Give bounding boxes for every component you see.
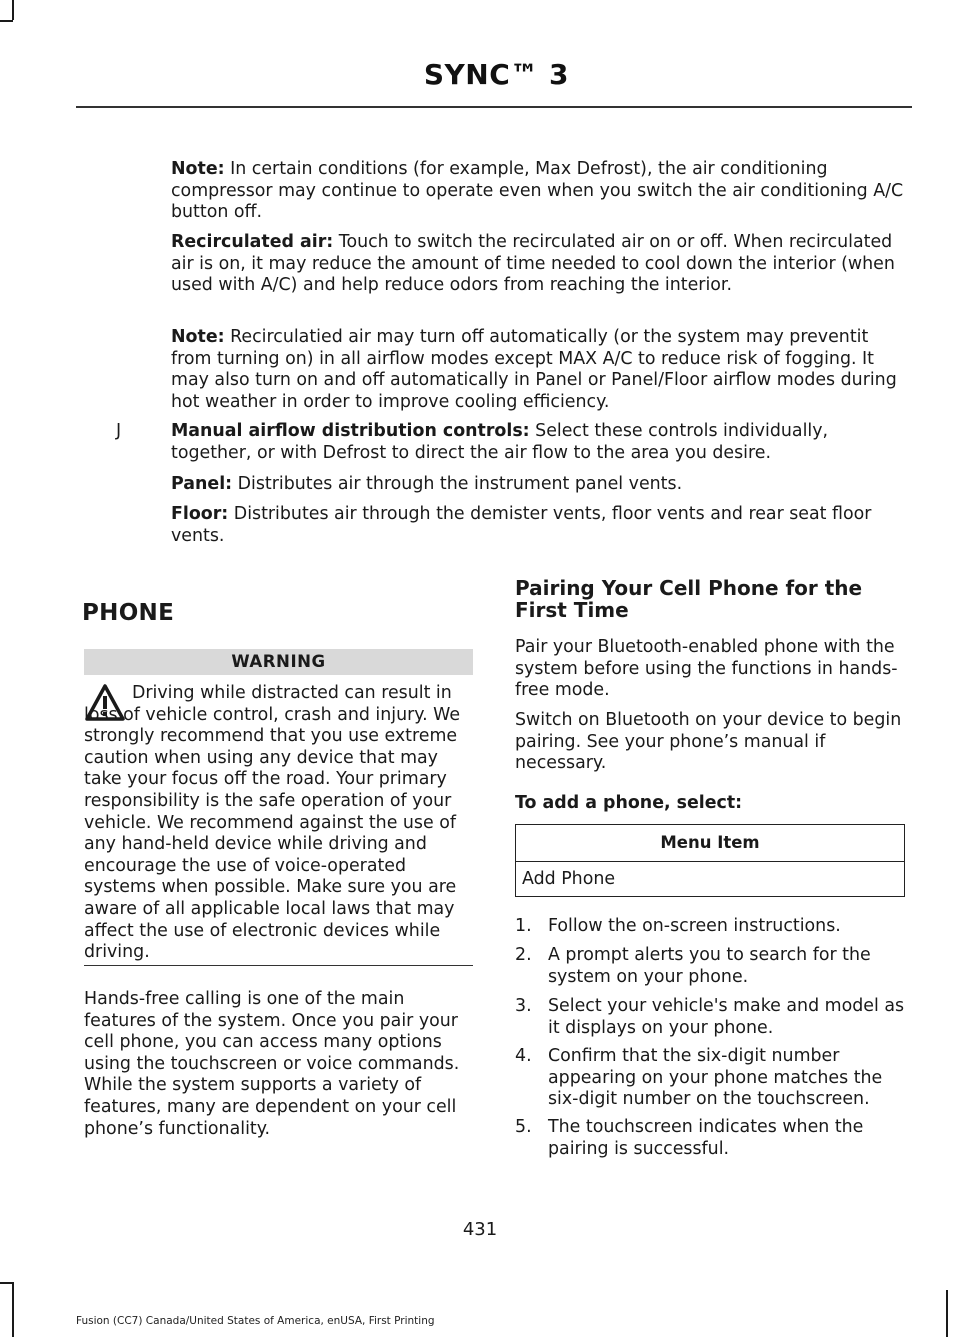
step-number: 3. [515,996,532,1016]
step-number: 1. [515,916,532,936]
recirculated-air-label: Recirculated air: [171,232,334,252]
step-text: Confirm that the six-digit number appearing on your phone matches the six-digit number on the touchscreen. [548,1046,883,1110]
panel-text: Distributes air through the instrument panel vents. [232,474,683,494]
page-title: SYNC™ 3 [423,58,569,91]
warning-text: Driving while distracted can result in loss of vehicle control, crash and injury. We strongly recommend that you use extreme caution when using any device that may take your focus off the road. Your primary responsibility is the safe operation of your vehicle. We recommend against the use of any hand-held device while driving and encourage the use of voice-operated systems when possible. Make sure you are aware of all applicable local laws that may affect the use of electronic devices while driving. [84,683,461,963]
menu-table-header: Menu Item [516,825,904,862]
crop-mark [12,0,14,20]
note-text: Recirculatied air may turn off automatically (or the system may preventit from turning on) in all airflow modes except MAX A/C to reduce risk of fogging. It may also turn on and off automatically in Panel or Panel/Floor airflow modes during hot weather in order to improve cooling efficiency. [171,327,897,412]
manual-airflow-paragraph [171,421,906,464]
crop-mark [12,1282,14,1337]
phone-intro: Hands-free calling is one of the main features of the system. Once you pair your cell phone, you can access many options using the touchscreen or voice commands. While the system supports a variety of features, many are dependent on your cell phone’s functionality. [84,989,460,1139]
recirculated-air-paragraph [171,232,906,297]
item-letter: J [116,421,122,441]
crop-mark [946,1290,948,1337]
footer-text: Fusion (CC7) Canada/United States of America, enUSA, First Printing [76,1315,435,1327]
step-text: The touchscreen indicates when the pairing is successful. [548,1117,864,1159]
crop-mark [0,20,13,22]
step-text: A prompt alerts you to search for the system on your phone. [548,945,871,987]
floor-paragraph [171,504,906,547]
note-label: Note: [171,327,225,347]
step-number: 5. [515,1117,532,1137]
panel-paragraph [171,474,906,496]
step-text: Select your vehicle's make and model as it displays on your phone. [548,996,905,1038]
note-recirculation [171,327,906,413]
pairing-paragraph-2: Switch on Bluetooth on your device to begin pairing. See your phone’s manual if necessary. [515,710,902,774]
step-text: Follow the on-screen instructions. [548,916,841,936]
note-text: In certain conditions (for example, Max Defrost), the air conditioning compressor may continue to operate even when you switch the air conditioning A/C button off. [171,159,904,223]
header-divider [76,106,912,108]
menu-table-cell: Add Phone [522,869,616,889]
floor-label: Floor: [171,504,229,524]
manual-airflow-label: Manual airflow distribution controls: [171,421,530,441]
add-phone-label: To add a phone, select: [515,793,743,813]
panel-label: Panel: [171,474,233,494]
crop-mark [0,1282,13,1284]
phone-heading: PHONE [82,600,175,626]
warning-title-bar: WARNING [84,649,473,675]
floor-text: Distributes air through the demister vents, floor vents and rear seat floor vents. [171,504,872,546]
page-number: 431 [462,1219,498,1240]
pairing-heading: Pairing Your Cell Phone for the First Time [515,576,863,622]
recirculated-air-text: Touch to switch the recirculated air on or off. When recirculated air is on, it may reduce the amount of time needed to cool down the interior (when used with A/C) and help reduce odors from reaching the interior. [171,232,895,296]
step-number: 2. [515,945,532,965]
pairing-paragraph-1: Pair your Bluetooth-enabled phone with the system before using the functions in hands-free mode. [515,637,898,701]
menu-table [515,824,905,897]
note-ac [171,159,906,224]
warning-divider [84,965,473,966]
step-number: 4. [515,1046,532,1066]
note-label: Note: [171,159,225,179]
manual-airflow-text: Select these controls individually, together, or with Defrost to direct the air flow to the area you desire. [171,421,829,463]
